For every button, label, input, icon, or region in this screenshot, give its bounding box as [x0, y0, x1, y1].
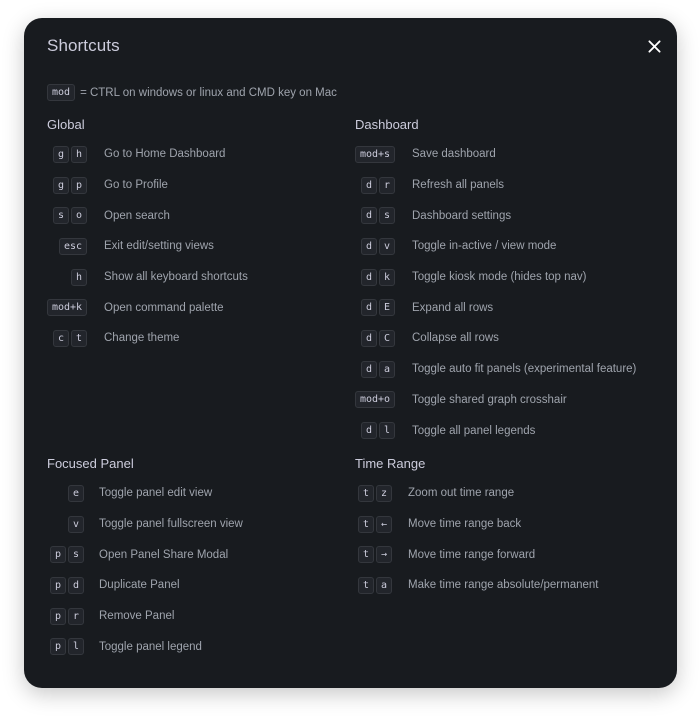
shortcut-description: Change theme	[104, 332, 180, 345]
key-cap: d	[361, 361, 377, 378]
close-button[interactable]	[643, 35, 665, 57]
shortcut-description: Dashboard settings	[412, 209, 512, 222]
shortcut-keys	[355, 207, 395, 224]
shortcut-list-focused-panel	[47, 478, 243, 662]
shortcut-row	[355, 478, 599, 509]
key-cap: p	[50, 546, 66, 563]
close-icon	[648, 40, 661, 53]
shortcut-keys	[355, 269, 395, 286]
mod-key: mod	[47, 84, 75, 101]
shortcut-row	[47, 200, 248, 231]
key-cap: d	[361, 177, 377, 194]
key-cap: d	[361, 207, 377, 224]
shortcut-description: Show all keyboard shortcuts	[104, 271, 248, 284]
shortcut-row	[47, 170, 248, 201]
shortcut-row	[47, 509, 243, 540]
shortcut-list-time-range	[355, 478, 599, 601]
shortcut-row	[47, 231, 248, 262]
shortcut-description: Open command palette	[104, 301, 224, 314]
key-cap: e	[68, 485, 84, 502]
shortcut-keys	[47, 638, 84, 655]
shortcut-keys	[47, 546, 84, 563]
shortcut-description: Make time range absolute/permanent	[408, 579, 599, 592]
shortcut-description: Zoom out time range	[408, 487, 515, 500]
shortcut-keys	[47, 177, 87, 194]
shortcut-row	[355, 200, 636, 231]
shortcut-row	[47, 323, 248, 354]
shortcuts-modal	[24, 18, 677, 688]
shortcut-description: Refresh all panels	[412, 179, 505, 192]
section-title-dashboard: Dashboard	[355, 117, 419, 132]
shortcut-row	[355, 354, 636, 385]
key-cap: h	[71, 269, 87, 286]
key-cap: v	[68, 516, 84, 533]
key-cap: t	[358, 516, 374, 533]
key-cap: d	[361, 269, 377, 286]
shortcut-list-dashboard	[355, 139, 636, 446]
shortcut-description: Toggle panel legend	[99, 640, 202, 653]
key-cap: h	[71, 146, 87, 163]
key-cap: s	[379, 207, 395, 224]
key-cap: E	[379, 299, 395, 316]
key-cap: a	[379, 361, 395, 378]
shortcut-keys	[47, 577, 84, 594]
key-cap: d	[361, 299, 377, 316]
shortcut-keys	[47, 330, 87, 347]
shortcut-keys	[47, 608, 84, 625]
shortcut-row	[355, 292, 636, 323]
section-time-range	[355, 455, 599, 601]
key-cap: p	[71, 177, 87, 194]
shortcut-description: Toggle kiosk mode (hides top nav)	[412, 271, 587, 284]
key-cap: g	[53, 146, 69, 163]
key-cap: esc	[59, 238, 87, 255]
shortcut-description: Move time range back	[408, 518, 522, 531]
shortcut-keys	[355, 516, 392, 533]
shortcut-keys	[47, 238, 87, 255]
shortcut-description: Toggle panel fullscreen view	[99, 518, 243, 531]
section-focused-panel	[47, 455, 243, 662]
shortcut-description: Go to Profile	[104, 179, 168, 192]
shortcut-description: Toggle panel edit view	[99, 487, 213, 500]
key-cap: z	[376, 485, 392, 502]
shortcut-keys	[355, 546, 392, 563]
shortcut-keys	[355, 485, 392, 502]
key-cap: t	[358, 546, 374, 563]
shortcut-row	[355, 415, 636, 446]
key-cap: mod+o	[355, 391, 395, 408]
key-cap: t	[71, 330, 87, 347]
shortcut-row	[355, 323, 636, 354]
key-cap: l	[68, 638, 84, 655]
shortcut-row	[355, 170, 636, 201]
shortcut-row	[355, 385, 636, 416]
key-cap: d	[361, 422, 377, 439]
shortcut-description: Open search	[104, 209, 170, 222]
key-cap: p	[50, 638, 66, 655]
section-title-time-range: Time Range	[355, 456, 426, 471]
shortcut-keys	[47, 146, 87, 163]
key-cap: o	[71, 207, 87, 224]
shortcut-row	[47, 262, 248, 293]
shortcut-row	[47, 601, 243, 632]
shortcut-list-global	[47, 139, 248, 354]
key-cap: g	[53, 177, 69, 194]
shortcut-description: Toggle shared graph crosshair	[412, 393, 567, 406]
key-cap: d	[361, 238, 377, 255]
shortcut-description: Toggle all panel legends	[412, 424, 536, 437]
shortcut-description: Toggle in-active / view mode	[412, 240, 557, 253]
section-global	[47, 116, 248, 354]
shortcut-row	[355, 139, 636, 170]
shortcut-description: Open Panel Share Modal	[99, 548, 229, 561]
modal-title: Shortcuts	[47, 36, 120, 55]
key-cap: v	[379, 238, 395, 255]
shortcut-keys	[47, 516, 84, 533]
section-title-global: Global	[47, 117, 85, 132]
key-cap: a	[376, 577, 392, 594]
key-cap: mod+k	[47, 299, 87, 316]
shortcut-description: Remove Panel	[99, 610, 175, 623]
shortcut-row	[355, 539, 599, 570]
shortcut-description: Save dashboard	[412, 148, 496, 161]
key-cap: l	[379, 422, 395, 439]
shortcut-description: Go to Home Dashboard	[104, 148, 226, 161]
key-cap: p	[50, 608, 66, 625]
shortcut-row	[47, 539, 243, 570]
key-cap: r	[68, 608, 84, 625]
mod-key-description: = CTRL on windows or linux and CMD key on Mac	[80, 86, 337, 99]
key-cap: d	[68, 577, 84, 594]
key-cap: mod+s	[355, 146, 395, 163]
section-dashboard	[355, 116, 636, 446]
shortcut-keys	[355, 361, 395, 378]
shortcut-keys	[355, 146, 395, 163]
shortcut-description: Expand all rows	[412, 301, 494, 314]
section-title-focused-panel: Focused Panel	[47, 456, 134, 471]
key-cap: s	[68, 546, 84, 563]
shortcut-keys	[355, 299, 395, 316]
shortcut-keys	[47, 485, 84, 502]
key-cap: r	[379, 177, 395, 194]
key-cap: c	[53, 330, 69, 347]
shortcut-description: Duplicate Panel	[99, 579, 180, 592]
shortcut-row	[355, 231, 636, 262]
key-cap: ←	[376, 516, 392, 533]
key-cap: C	[379, 330, 395, 347]
shortcut-keys	[355, 238, 395, 255]
shortcut-description: Toggle auto fit panels (experimental feature)	[412, 363, 637, 376]
key-cap: t	[358, 577, 374, 594]
shortcut-description: Collapse all rows	[412, 332, 499, 345]
key-cap: →	[376, 546, 392, 563]
key-cap: k	[379, 269, 395, 286]
shortcut-keys	[355, 177, 395, 194]
shortcut-description: Exit edit/setting views	[104, 240, 214, 253]
shortcut-keys	[47, 269, 87, 286]
shortcut-keys	[47, 207, 87, 224]
shortcut-row	[47, 139, 248, 170]
shortcut-row	[355, 262, 636, 293]
shortcut-row	[355, 509, 599, 540]
key-cap: s	[53, 207, 69, 224]
shortcut-row	[47, 570, 243, 601]
shortcut-keys	[355, 422, 395, 439]
shortcut-row	[47, 631, 243, 662]
shortcut-row	[355, 570, 599, 601]
mod-key-note	[47, 84, 337, 101]
key-cap: t	[358, 485, 374, 502]
shortcut-keys	[355, 391, 395, 408]
shortcut-keys	[47, 299, 87, 316]
shortcut-row	[47, 478, 243, 509]
shortcut-description: Move time range forward	[408, 548, 536, 561]
key-cap: p	[50, 577, 66, 594]
key-cap: d	[361, 330, 377, 347]
shortcut-keys	[355, 577, 392, 594]
shortcut-keys	[355, 330, 395, 347]
shortcut-row	[47, 292, 248, 323]
